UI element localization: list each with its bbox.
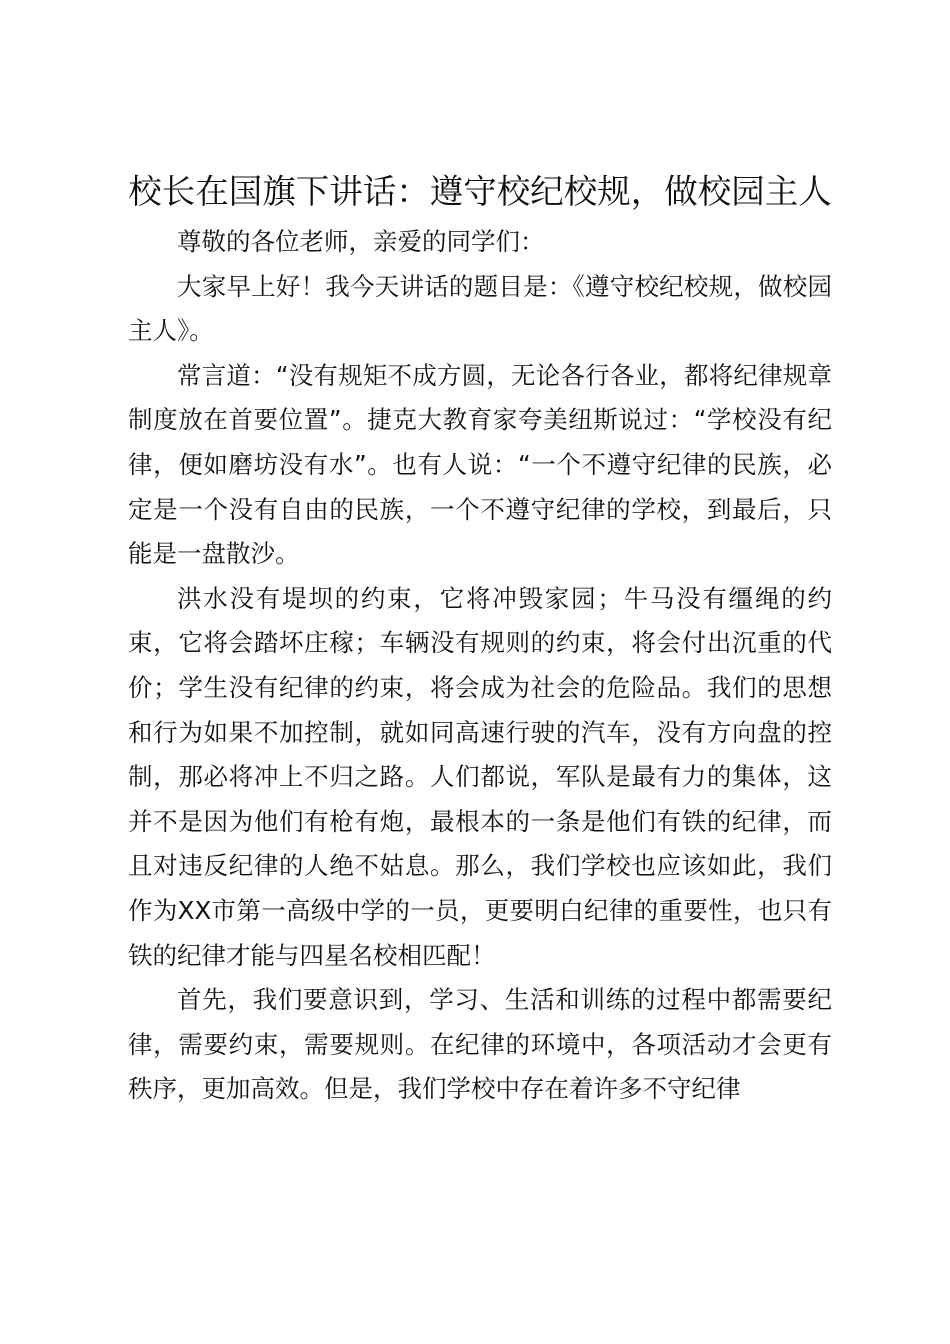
- paragraph-quotes: 常言道：“没有规矩不成方圆，无论各行各业，都将纪律规章制度放在首要位置”。捷克大教育家夸美纽斯说过：“学校没有纪律，便如磨坊没有水”。也有人说：“一个不遵守纪律的民族，必定是一个没有自由的民族，一个不遵守纪律的学校，到最后，只能是一盘散沙。: [128, 360, 832, 569]
- document-title: 校长在国旗下讲话：遵守校纪校规，做校园主人: [128, 172, 832, 211]
- document-page: [128, 170, 832, 1112]
- paragraph-first-point: 首先，我们要意识到，学习、生活和训练的过程中都需要纪律，需要约束，需要规则。在纪律的环境中，各项活动才会更有秩序，更加高效。但是，我们学校中存在着许多不守纪律: [128, 985, 832, 1104]
- paragraph-discipline-analogy: 洪水没有堤坝的约束，它将冲毁家园；牛马没有缰绳的约束，它将会踏坏庄稼；车辆没有规则的约束，将会付出沉重的代价；学生没有纪律的约束，将会成为社会的危险品。我们的思想和行为如果不加控制，就如同高速行驶的汽车，没有方向盘的控制，那必将冲上不归之路。人们都说，军队是最有力的集体，这并不是因为他们有枪有炮，最根本的一条是他们有铁的纪律，而且对违反纪律的人绝不姑息。那么，我们学校也应该如此，我们作为XX市第一高级中学的一员，更要明白纪律的重要性，也只有铁的纪律才能与四星名校相匹配！: [128, 583, 832, 970]
- paragraph-greeting: 大家早上好！我今天讲话的题目是：《遵守校纪校规，做校园主人》。: [128, 271, 832, 346]
- paragraph-salutation: 尊敬的各位老师，亲爱的同学们：: [177, 227, 545, 256]
